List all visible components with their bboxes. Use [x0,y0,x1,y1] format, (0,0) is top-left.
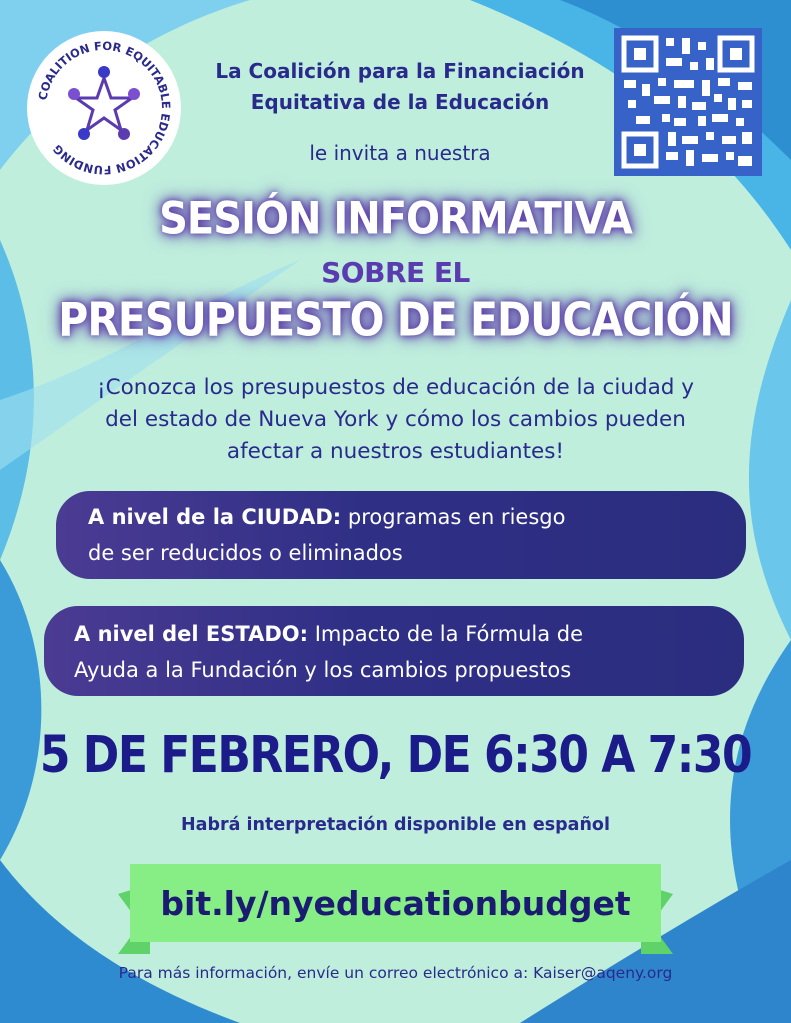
interpretation-note: Habrá interpretación disponible en español [181,815,610,835]
state-text-1: Impacto de la Fórmula de [314,622,584,646]
contact-footer: Para más información, envíe un correo electrónico a: Kaiser@aqeny.org [118,964,673,982]
city-text-2: de ser reducidos o eliminados [88,541,403,565]
title-line-3: PRESUPUESTO DE EDUCACIÓN [58,293,733,347]
qr-code[interactable] [614,28,762,176]
svg-text:COALITION FOR EQUITABLE EDUCAT: COALITION FOR EQUITABLE EDUCATION FUNDING [35,38,174,178]
coalition-logo [26,30,182,186]
title-line-2: SOBRE EL [321,256,470,289]
city-label: A nivel de la CIUDAD: [88,505,342,529]
state-level-box [44,606,744,696]
state-text-2: Ayuda a la Fundación y los cambios propuestos [74,658,572,682]
city-text-1: programas en riesgo [347,505,566,529]
city-level-box [56,491,746,579]
invite-text: le invita a nuestra [309,141,491,165]
organization-name [190,56,610,118]
description-line-3: afectar a nuestros estudiantes! [226,439,565,464]
description [30,372,761,468]
city-line-1 [88,499,726,535]
org-name-line-2: Equitativa de la Educación [250,90,550,114]
registration-link[interactable]: bit.ly/nyeducationbudget [160,884,631,923]
description-line-1: ¡Conozca los presupuestos de educación de la ciudad y [97,375,694,400]
state-label: A nivel del ESTADO: [74,622,309,646]
event-date: 5 DE FEBRERO, DE 6:30 A 7:30 [39,726,752,785]
title-line-1: SESIÓN INFORMATIVA [159,193,632,245]
state-line-1 [74,616,724,652]
org-name-line-1: La Coalición para la Financiación [215,59,585,83]
description-line-2: del estado de Nueva York y cómo los cambios pueden [105,407,686,432]
